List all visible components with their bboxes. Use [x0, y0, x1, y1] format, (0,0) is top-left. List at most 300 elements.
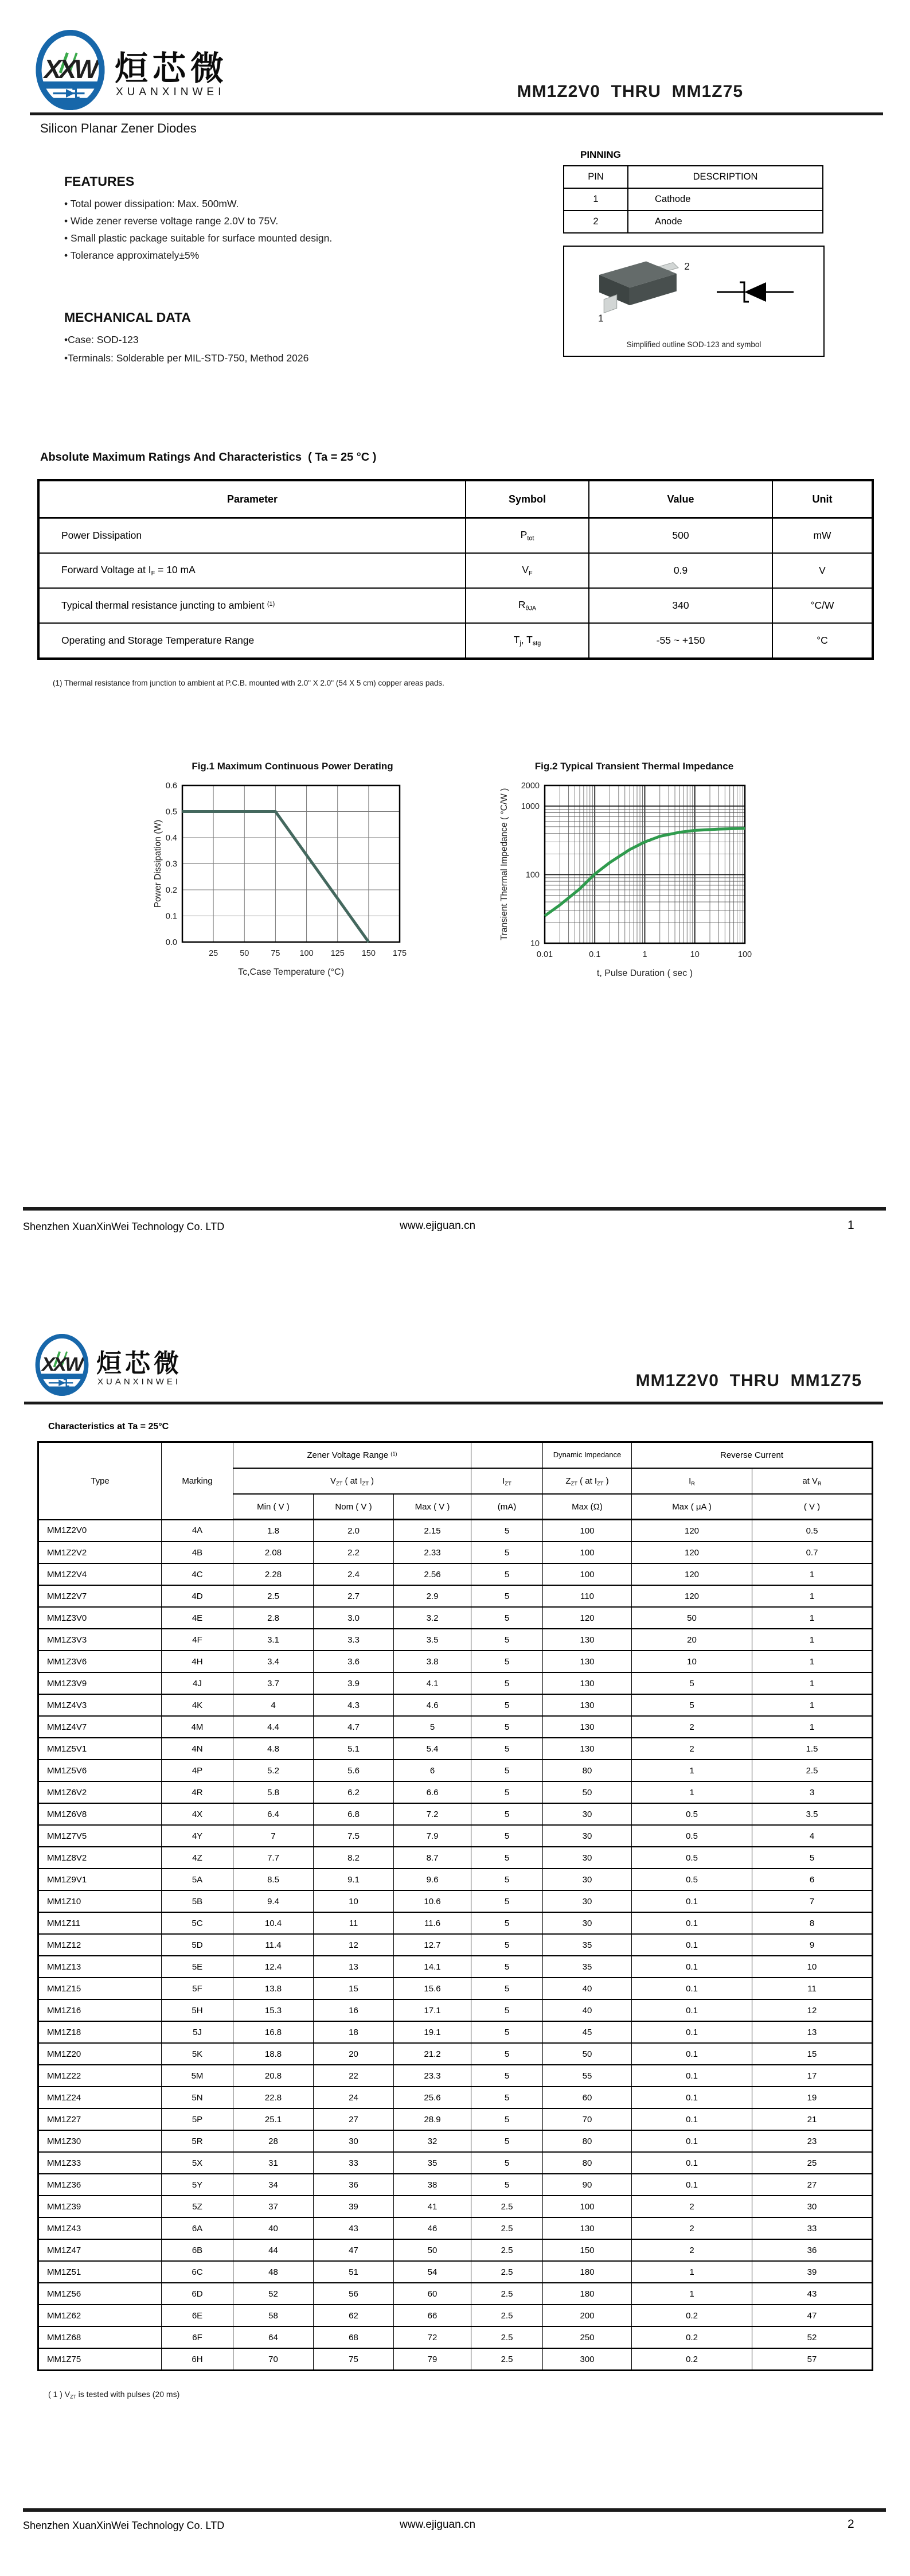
table-cell: 12 — [314, 1934, 394, 1956]
brand-name-cn: 烜芯微 — [96, 1349, 182, 1378]
footer-company: Shenzhen XuanXinWei Technology Co. LTD — [23, 2520, 225, 2531]
table-cell: 46 — [394, 2217, 471, 2239]
table-cell: 2.56 — [394, 1563, 471, 1585]
table-cell: 4.1 — [394, 1672, 471, 1694]
table-cell: 4P — [162, 1760, 233, 1781]
table-cell: 25 — [752, 2152, 873, 2174]
table-cell: 15.3 — [233, 1999, 314, 2021]
table-cell: MM1Z6V2 — [38, 1781, 162, 1803]
table-cell: 5D — [162, 1934, 233, 1956]
symbol-cell: $P_{tot}$ — [466, 518, 589, 554]
svg-text:0.1: 0.1 — [589, 950, 601, 959]
table-cell: 5 — [471, 2130, 543, 2152]
table-cell: 4.7 — [314, 1716, 394, 1738]
table-cell: 17 — [752, 2065, 873, 2087]
table-cell: 11 — [752, 1978, 873, 1999]
table-cell: 30 — [543, 1847, 632, 1869]
table-row — [38, 1934, 873, 1956]
table-cell: 2.5 — [471, 2283, 543, 2305]
table-cell: 4N — [162, 1738, 233, 1760]
table-cell: 2.5 — [471, 2217, 543, 2239]
table-cell: 1 — [632, 1760, 752, 1781]
table-cell: 4F — [162, 1629, 233, 1651]
table-cell: 10.6 — [394, 1890, 471, 1912]
table-cell: 5.2 — [233, 1760, 314, 1781]
table-cell: 0.1 — [632, 2108, 752, 2130]
table-cell: 2.15 — [394, 1520, 471, 1542]
table-cell: 6C — [162, 2261, 233, 2283]
table-cell: MM1Z39 — [38, 2196, 162, 2217]
table-cell: 1 — [752, 1694, 873, 1716]
nom-v-header: Nom ( V ) — [314, 1494, 394, 1520]
table-row — [38, 1520, 873, 1542]
table-cell: 5M — [162, 2065, 233, 2087]
table-cell: 5 — [471, 1542, 543, 1563]
table-cell: 4K — [162, 1694, 233, 1716]
table-cell: 5E — [162, 1956, 233, 1978]
table-cell: 1 — [752, 1716, 873, 1738]
table-cell: 4.8 — [233, 1738, 314, 1760]
svg-text:XXW: XXW — [41, 1353, 83, 1376]
table-cell: 7 — [233, 1825, 314, 1847]
table-cell: 3.5 — [752, 1803, 873, 1825]
table-cell: 70 — [543, 2108, 632, 2130]
table-cell: 250 — [543, 2326, 632, 2348]
table-cell: 44 — [233, 2239, 314, 2261]
table-row — [38, 1912, 873, 1934]
table-cell: 6A — [162, 2217, 233, 2239]
svg-text:0.6: 0.6 — [165, 781, 177, 791]
table-cell: 4M — [162, 1716, 233, 1738]
table-cell: 58 — [233, 2305, 314, 2326]
pin2-label: 2 — [684, 260, 690, 272]
header-rule — [24, 1402, 883, 1404]
svg-text:10: 10 — [690, 950, 700, 959]
table-cell: 1 — [632, 2261, 752, 2283]
characteristics-table — [37, 1441, 873, 2371]
table-cell: 2.5 — [471, 2196, 543, 2217]
table-cell: 1 — [632, 1781, 752, 1803]
description-col-header: DESCRIPTION — [628, 166, 823, 188]
izt-header: $I_{ZT}$ — [471, 1468, 543, 1494]
table-cell: MM1Z36 — [38, 2174, 162, 2196]
table-cell: 5 — [471, 2065, 543, 2087]
figure1-title: Fig.1 Maximum Continuous Power Derating — [192, 761, 393, 772]
table-cell: MM1Z4V3 — [38, 1694, 162, 1716]
svg-text:Tc,Case Temperature (°C): Tc,Case Temperature (°C) — [238, 967, 344, 977]
table-cell: 20.8 — [233, 2065, 314, 2087]
table-cell: 0.1 — [632, 1978, 752, 1999]
table-cell: 9.4 — [233, 1890, 314, 1912]
table-cell: 70 — [233, 2348, 314, 2371]
mechanical-item: •Case: SOD-123 — [64, 334, 139, 345]
table-cell: 5 — [471, 1890, 543, 1912]
feature-item: • Small plastic package suitable for surface mounted design. — [64, 232, 333, 244]
table-cell: 0.1 — [632, 2152, 752, 2174]
max-ohm-header: Max (Ω) — [543, 1494, 632, 1520]
table-cell: 4D — [162, 1585, 233, 1607]
table-cell: MM1Z7V5 — [38, 1825, 162, 1847]
table-row — [38, 1847, 873, 1869]
table-cell: 52 — [233, 2283, 314, 2305]
table-cell: 100 — [543, 1563, 632, 1585]
table-cell: 18.8 — [233, 2043, 314, 2065]
footer-website: www.ejiguan.cn — [400, 1220, 476, 1232]
table-cell: 2.0 — [314, 1520, 394, 1542]
table-cell: 32 — [394, 2130, 471, 2152]
table-cell: 43 — [752, 2283, 873, 2305]
table-cell: 180 — [543, 2261, 632, 2283]
pin-number: 2 — [564, 211, 628, 233]
table-row — [38, 1607, 873, 1629]
table-cell: 4.6 — [394, 1694, 471, 1716]
table-cell: 1.5 — [752, 1738, 873, 1760]
table-cell: 5 — [471, 1912, 543, 1934]
svg-text:0.01: 0.01 — [536, 950, 553, 959]
svg-text:1: 1 — [642, 950, 647, 959]
table-cell: 30 — [314, 2130, 394, 2152]
table-cell: 4 — [233, 1694, 314, 1716]
table-cell: 5 — [394, 1716, 471, 1738]
table-cell: 40 — [543, 1999, 632, 2021]
table-cell: 0.1 — [632, 1956, 752, 1978]
table-cell: 35 — [394, 2152, 471, 2174]
table-cell: MM1Z47 — [38, 2239, 162, 2261]
table-cell: 18 — [314, 2021, 394, 2043]
table-cell: 40 — [543, 1978, 632, 1999]
table-cell: 130 — [543, 2217, 632, 2239]
footer-website: www.ejiguan.cn — [400, 2519, 476, 2531]
table-cell: MM1Z24 — [38, 2087, 162, 2108]
table-cell: 5N — [162, 2087, 233, 2108]
table-cell: 12.7 — [394, 1934, 471, 1956]
table-cell: 4.4 — [233, 1716, 314, 1738]
table-cell: 120 — [632, 1585, 752, 1607]
table-cell: 6.8 — [314, 1803, 394, 1825]
pin-description: Anode — [628, 211, 823, 233]
table-cell: 130 — [543, 1629, 632, 1651]
table-cell: 14.1 — [394, 1956, 471, 1978]
table-cell: 25.1 — [233, 2108, 314, 2130]
table-cell: 5 — [471, 1738, 543, 1760]
table-row — [38, 1738, 873, 1760]
unit-cell: °C/W — [772, 588, 873, 623]
page-title: MM1Z2V0 THRU MM1Z75 — [635, 1371, 862, 1390]
table-cell: 3 — [752, 1781, 873, 1803]
table-row — [38, 1890, 873, 1912]
table-cell: 11.6 — [394, 1912, 471, 1934]
table-cell: 17.1 — [394, 1999, 471, 2021]
parameter-cell: Power Dissipation — [38, 518, 466, 554]
table-cell: MM1Z6V8 — [38, 1803, 162, 1825]
footer-company: Shenzhen XuanXinWei Technology Co. LTD — [23, 1221, 225, 1232]
page-number: 2 — [847, 2517, 854, 2531]
table-cell: 300 — [543, 2348, 632, 2371]
table-row — [38, 1651, 873, 1672]
unit-cell: V — [772, 553, 873, 588]
table-cell: 60 — [394, 2283, 471, 2305]
table-cell: 75 — [314, 2348, 394, 2371]
characteristics-heading: Characteristics at Ta = 25°C — [48, 1422, 169, 1431]
table-cell: 23.3 — [394, 2065, 471, 2087]
svg-text:2000: 2000 — [521, 781, 540, 791]
table-cell: 22 — [314, 2065, 394, 2087]
table-cell: 27 — [314, 2108, 394, 2130]
table-cell: 2 — [632, 2217, 752, 2239]
subtitle: Silicon Planar Zener Diodes — [40, 121, 197, 135]
table-cell: 5 — [471, 1629, 543, 1651]
table-cell: 2.8 — [233, 1607, 314, 1629]
table-cell: 8.7 — [394, 1847, 471, 1869]
table-row — [38, 2305, 873, 2326]
table-cell: 4H — [162, 1651, 233, 1672]
table-cell: 41 — [394, 2196, 471, 2217]
table-cell: 1 — [632, 2283, 752, 2305]
table-cell: 5 — [471, 2174, 543, 2196]
table-cell: 7 — [752, 1890, 873, 1912]
table-cell: 6F — [162, 2326, 233, 2348]
table-cell: 4.3 — [314, 1694, 394, 1716]
table-row — [38, 1716, 873, 1738]
table-cell: 5 — [471, 2087, 543, 2108]
table-cell: 7.5 — [314, 1825, 394, 1847]
table-cell: 120 — [632, 1520, 752, 1542]
table-cell: 5 — [471, 2108, 543, 2130]
table-cell: 5 — [471, 1651, 543, 1672]
feature-item: • Wide zener reverse voltage range 2.0V to 75V. — [64, 215, 279, 227]
table-row — [38, 2196, 873, 2217]
table-cell: 200 — [543, 2305, 632, 2326]
table-cell: 5A — [162, 1869, 233, 1890]
table-cell: 30 — [543, 1803, 632, 1825]
symbol-cell: $V_F$ — [466, 553, 589, 588]
table-cell: 0.5 — [632, 1847, 752, 1869]
svg-text:175: 175 — [392, 949, 407, 958]
table-cell: MM1Z2V2 — [38, 1542, 162, 1563]
table-cell: 5K — [162, 2043, 233, 2065]
svg-text:0.2: 0.2 — [165, 886, 177, 895]
table-cell: 0.2 — [632, 2305, 752, 2326]
package-caption: Simplified outline SOD-123 and symbol — [626, 340, 761, 349]
table-cell: 5F — [162, 1978, 233, 1999]
table-cell: 19 — [752, 2087, 873, 2108]
table-cell: 2 — [632, 1738, 752, 1760]
table-cell: 2.7 — [314, 1585, 394, 1607]
table-cell: 1 — [752, 1651, 873, 1672]
value-cell: -55 ~ +150 — [589, 623, 772, 659]
value-col-header: Value — [589, 480, 772, 518]
page-number: 1 — [847, 1219, 854, 1232]
table-cell: MM1Z9V1 — [38, 1869, 162, 1890]
dynamic-impedance-group-header: Dynamic Impedance — [543, 1442, 632, 1469]
table-cell: 4C — [162, 1563, 233, 1585]
footer-rule — [23, 2508, 886, 2512]
table-cell: 0.2 — [632, 2326, 752, 2348]
max-ua-header: Max ( μA ) — [632, 1494, 752, 1520]
table-cell: MM1Z51 — [38, 2261, 162, 2283]
table-cell: 60 — [543, 2087, 632, 2108]
table-row — [38, 1803, 873, 1825]
table-cell: 11.4 — [233, 1934, 314, 1956]
table-cell: 130 — [543, 1651, 632, 1672]
figure2-title: Fig.2 Typical Transient Thermal Impedance — [534, 761, 734, 772]
table-cell: 9.1 — [314, 1869, 394, 1890]
table-cell: MM1Z3V9 — [38, 1672, 162, 1694]
svg-text:t, Pulse Duration ( sec ): t, Pulse Duration ( sec ) — [596, 968, 693, 978]
table-cell: 0.1 — [632, 1999, 752, 2021]
page-title: MM1Z2V0 THRU MM1Z75 — [517, 82, 743, 101]
table-cell: 6D — [162, 2283, 233, 2305]
table-row — [38, 1585, 873, 1607]
table-cell: MM1Z4V7 — [38, 1716, 162, 1738]
table-cell: 47 — [314, 2239, 394, 2261]
table-cell: 1 — [752, 1563, 873, 1585]
value-cell: 500 — [589, 518, 772, 554]
table-row — [38, 1999, 873, 2021]
table-cell: 50 — [632, 1607, 752, 1629]
table-cell: MM1Z2V7 — [38, 1585, 162, 1607]
table-cell: 55 — [543, 2065, 632, 2087]
table-cell: 130 — [543, 1694, 632, 1716]
table-cell: MM1Z27 — [38, 2108, 162, 2130]
table-cell: 24 — [314, 2087, 394, 2108]
unit-cell: °C — [772, 623, 873, 659]
table-cell: 30 — [543, 1890, 632, 1912]
table-cell: MM1Z30 — [38, 2130, 162, 2152]
table-row — [38, 2130, 873, 2152]
table-cell: 20 — [314, 2043, 394, 2065]
table-row — [38, 2348, 873, 2371]
svg-text:150: 150 — [361, 949, 376, 958]
table-cell: 1 — [752, 1672, 873, 1694]
table-cell: 45 — [543, 2021, 632, 2043]
table-cell: 150 — [543, 2239, 632, 2261]
table-cell: 31 — [233, 2152, 314, 2174]
min-v-header: Min ( V ) — [233, 1494, 314, 1520]
table-cell: 3.9 — [314, 1672, 394, 1694]
table-row — [38, 2087, 873, 2108]
table-cell: 12.4 — [233, 1956, 314, 1978]
svg-text:0.1: 0.1 — [165, 912, 177, 921]
svg-text:0.5: 0.5 — [165, 807, 177, 817]
svg-text:100: 100 — [299, 949, 314, 958]
table-cell: 5P — [162, 2108, 233, 2130]
svg-text:50: 50 — [240, 949, 249, 958]
table-cell: 28 — [233, 2130, 314, 2152]
table-cell: 3.6 — [314, 1651, 394, 1672]
value-cell: 340 — [589, 588, 772, 623]
table-cell: 50 — [394, 2239, 471, 2261]
table-cell: 5 — [471, 1716, 543, 1738]
table-row — [38, 1760, 873, 1781]
table-cell: 2 — [632, 1716, 752, 1738]
table-cell: 9 — [752, 1934, 873, 1956]
parameter-cell: Forward Voltage at $I_F = 10$ mA — [38, 553, 466, 588]
table-cell: 5 — [471, 1934, 543, 1956]
table-cell: MM1Z11 — [38, 1912, 162, 1934]
table-cell: 10 — [752, 1956, 873, 1978]
table-cell: 6 — [394, 1760, 471, 1781]
table-row — [38, 2217, 873, 2239]
table-cell: 5 — [471, 1825, 543, 1847]
table-cell: 36 — [752, 2239, 873, 2261]
table-cell: 15 — [752, 2043, 873, 2065]
table-cell: 2.5 — [233, 1585, 314, 1607]
table-cell: 0.1 — [632, 2130, 752, 2152]
table-cell: 130 — [543, 1716, 632, 1738]
table-cell: 2.5 — [471, 2305, 543, 2326]
table-row — [38, 1563, 873, 1585]
table-cell: 5 — [471, 1956, 543, 1978]
table-cell: 100 — [543, 2196, 632, 2217]
table-cell: 33 — [752, 2217, 873, 2239]
table-cell: 5 — [471, 1520, 543, 1542]
brand-name-en: XUANXINWEI — [97, 1377, 181, 1387]
table-cell: 0.5 — [632, 1869, 752, 1890]
table-cell: 5 — [471, 1585, 543, 1607]
table-cell: 5 — [471, 1672, 543, 1694]
table-cell: 48 — [233, 2261, 314, 2283]
table-cell: 5 — [632, 1672, 752, 1694]
table-cell: 0.1 — [632, 2174, 752, 2196]
table-row — [38, 2283, 873, 2305]
max-v-header: Max ( V ) — [394, 1494, 471, 1520]
value-cell: 0.9 — [589, 553, 772, 588]
table-cell: MM1Z8V2 — [38, 1847, 162, 1869]
table-cell: 4R — [162, 1781, 233, 1803]
parameter-cell: Operating and Storage Temperature Range — [38, 623, 466, 659]
table-row — [38, 2108, 873, 2130]
table-cell: 4 — [752, 1825, 873, 1847]
table-cell: 4B — [162, 1542, 233, 1563]
svg-text:Transient Thermal Impedance (: Transient Thermal Impedance ( °C/W ) — [499, 788, 509, 941]
table-cell: MM1Z20 — [38, 2043, 162, 2065]
table-cell: 130 — [543, 1738, 632, 1760]
table-cell: 120 — [632, 1563, 752, 1585]
table-cell: 0.1 — [632, 2021, 752, 2043]
table-cell: 5 — [471, 1694, 543, 1716]
type-col-header: Type — [38, 1442, 162, 1520]
table-cell: 72 — [394, 2326, 471, 2348]
svg-text:75: 75 — [271, 949, 280, 958]
table-cell: 4Y — [162, 1825, 233, 1847]
table-cell: 2.33 — [394, 1542, 471, 1563]
vr-header: at $V_R$ — [752, 1468, 873, 1494]
table-cell: 2.08 — [233, 1542, 314, 1563]
table-cell: 50 — [543, 1781, 632, 1803]
table-row — [38, 1694, 873, 1716]
table-cell: 62 — [314, 2305, 394, 2326]
table-cell: MM1Z15 — [38, 1978, 162, 1999]
table-cell: 130 — [543, 1672, 632, 1694]
table-cell: 5.8 — [233, 1781, 314, 1803]
table-cell: 2.5 — [471, 2239, 543, 2261]
v-header: ( V ) — [752, 1494, 873, 1520]
table-row — [38, 2239, 873, 2261]
table-cell: 80 — [543, 1760, 632, 1781]
svg-text:10: 10 — [530, 939, 540, 948]
table-cell: 3.2 — [394, 1607, 471, 1629]
table-cell: 4J — [162, 1672, 233, 1694]
table-cell: 57 — [752, 2348, 873, 2371]
table-cell: 8 — [752, 1912, 873, 1934]
table-cell: 6.6 — [394, 1781, 471, 1803]
table-cell: 16 — [314, 1999, 394, 2021]
table-cell: 6B — [162, 2239, 233, 2261]
table-cell: 5 — [471, 2021, 543, 2043]
table-cell: 6.4 — [233, 1803, 314, 1825]
table-cell: 3.4 — [233, 1651, 314, 1672]
